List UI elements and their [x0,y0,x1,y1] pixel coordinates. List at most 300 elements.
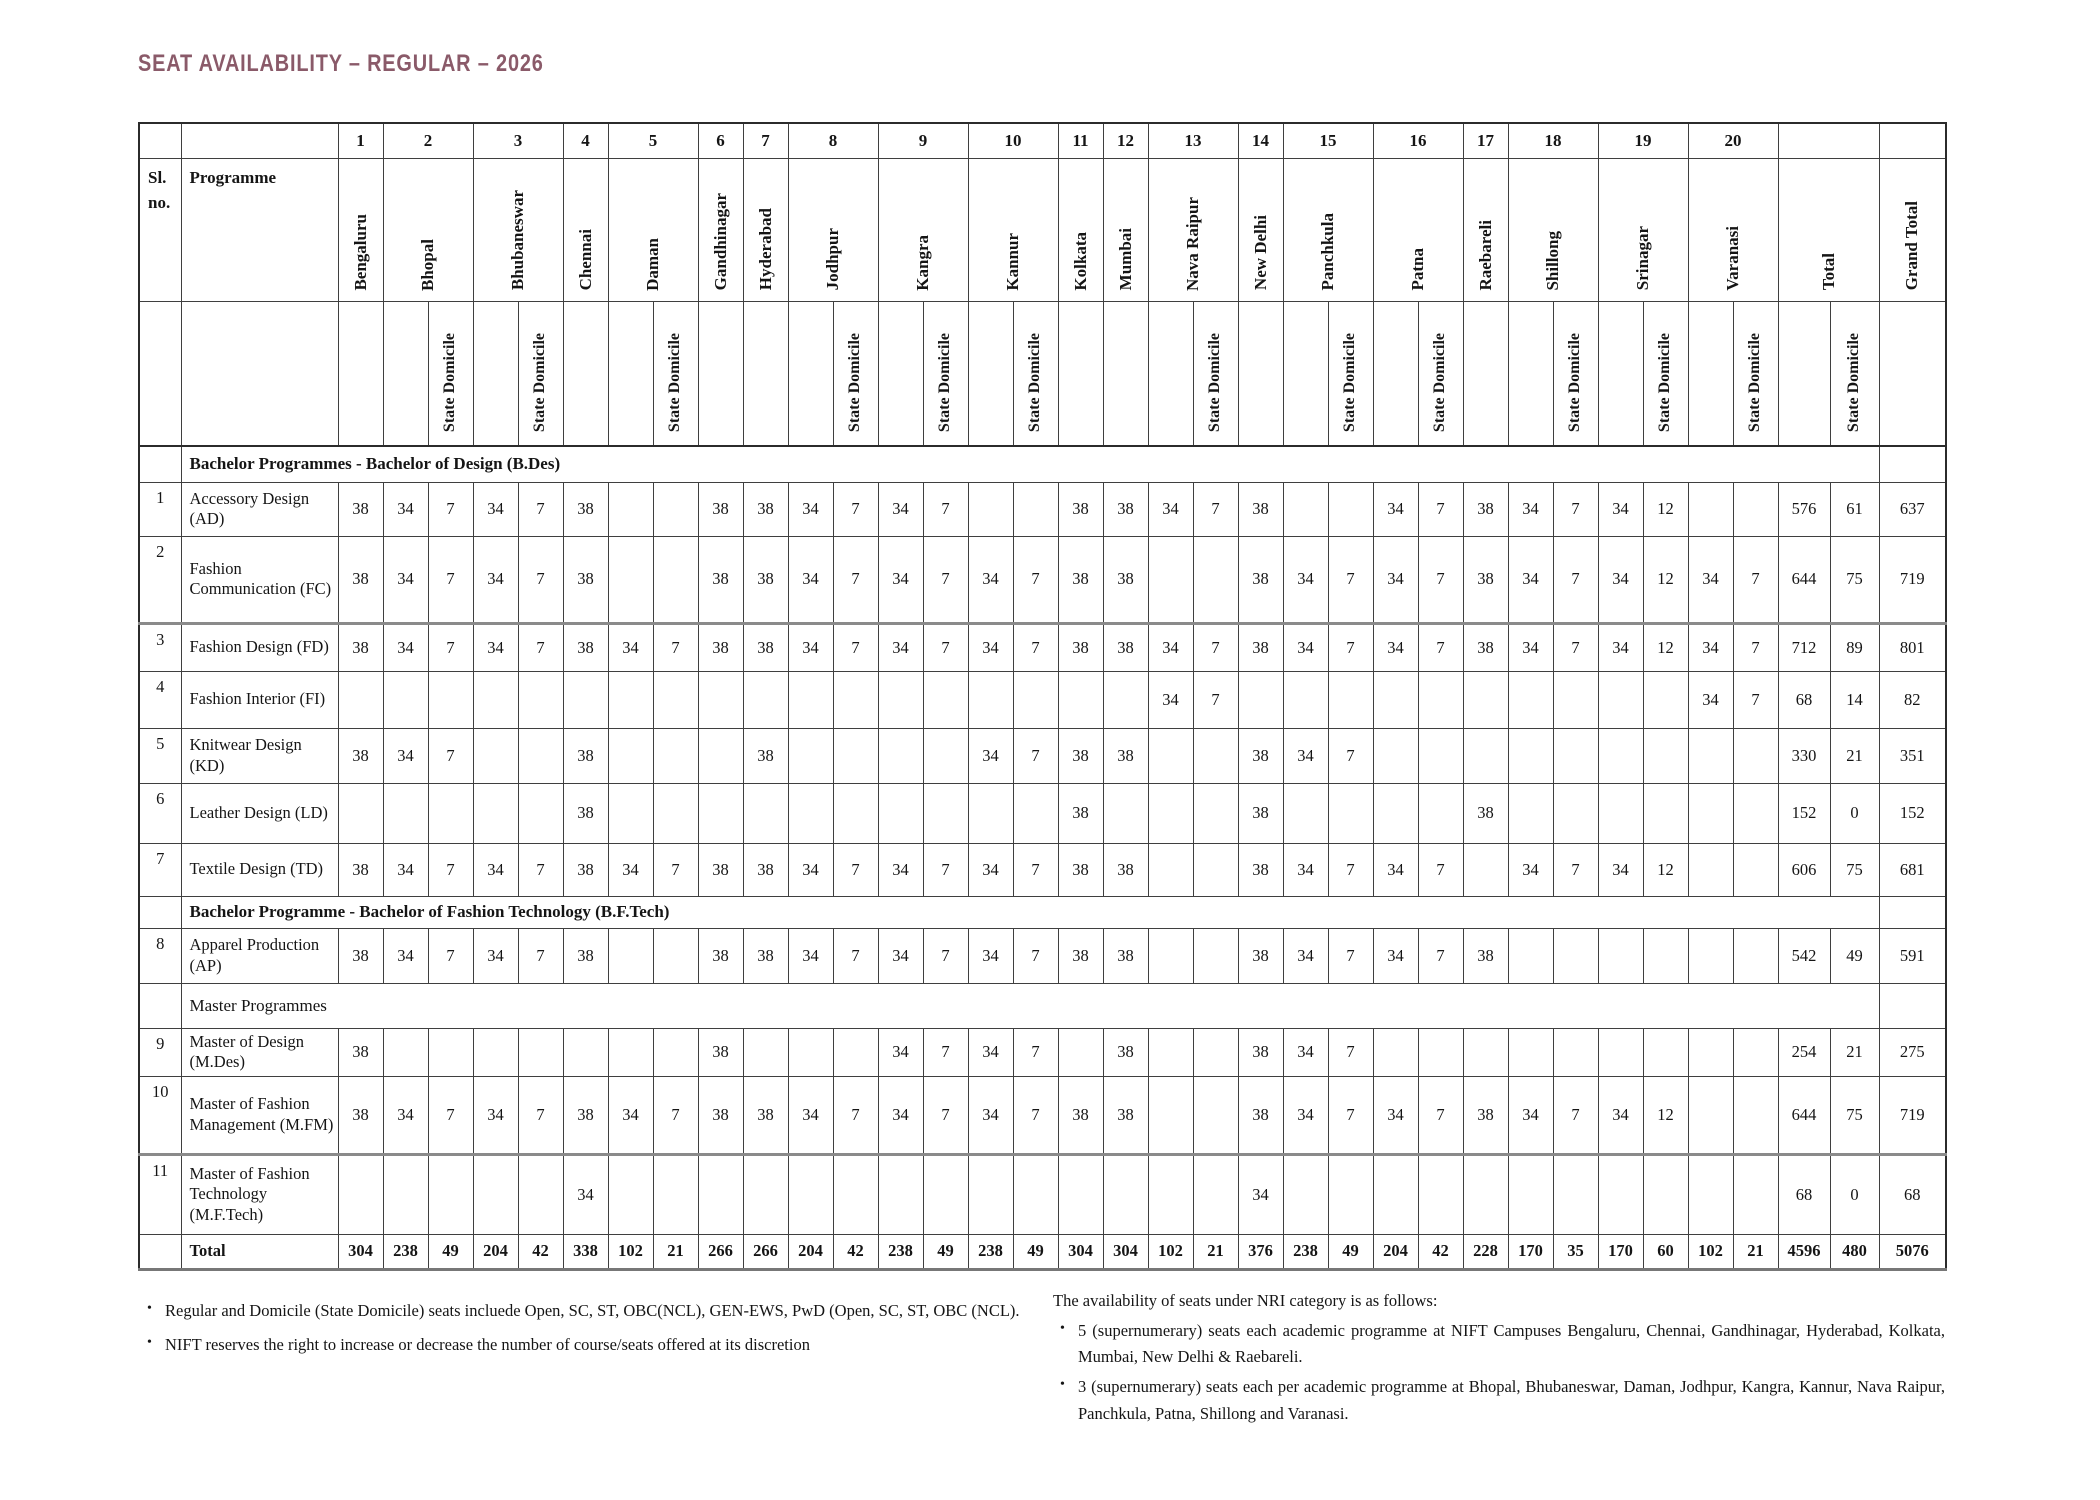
seat-cell-row-5-patna-sd [1418,728,1463,783]
seat-cell-row-1-patna: 34 [1373,482,1418,536]
seat-cell-row-3-nava-raipur-sd: 7 [1193,623,1238,671]
campus-number-jodhpur: 8 [788,123,878,158]
seat-cell-row-6-varanasi [1688,783,1733,843]
total-cell-row-11: 68 [1778,1154,1830,1234]
seat-cell-row-8-hyderabad: 38 [743,928,788,983]
seat-cell-total-kolkata: 304 [1058,1234,1103,1269]
campus-number-bengaluru: 1 [338,123,383,158]
state-domicile-header-nava-raipur [1193,301,1238,446]
seat-cell-row-7-gandhinagar: 38 [698,843,743,896]
seat-cell-row-10-jodhpur-sd: 7 [833,1076,878,1154]
seat-cell-row-5-kannur: 34 [968,728,1013,783]
seat-cell-row-9-kangra-sd: 7 [923,1028,968,1076]
seat-cell-row-11-patna-sd [1418,1154,1463,1234]
seat-cell-row-10-daman: 34 [608,1076,653,1154]
footnotes-right [1053,1288,1945,1431]
campus-name-jodhpur [788,158,878,301]
campus-name-label: Gandhinagar [710,193,730,291]
seat-cell-row-3-gandhinagar: 38 [698,623,743,671]
campus-name-patna [1373,158,1463,301]
seat-cell-row-8-varanasi-sd [1733,928,1778,983]
total-cell-row-6: 152 [1778,783,1830,843]
campus-name-raebareli [1463,158,1508,301]
seats-subcol-gandhinagar [698,301,743,446]
seat-cell-row-3-hyderabad: 38 [743,623,788,671]
seat-cell-total-bengaluru: 304 [338,1234,383,1269]
sl-no-row-7: 7 [139,843,181,896]
seat-cell-row-11-kannur-sd [1013,1154,1058,1234]
seat-cell-row-9-jodhpur [788,1028,833,1076]
seat-cell-total-bhubaneswar-sd: 42 [518,1234,563,1269]
seat-cell-row-3-shillong: 34 [1508,623,1553,671]
seat-cell-row-10-varanasi [1688,1076,1733,1154]
seat-cell-row-10-bhopal: 34 [383,1076,428,1154]
seat-cell-row-1-shillong-sd: 7 [1553,482,1598,536]
campus-name-daman [608,158,698,301]
seat-cell-row-11-jodhpur-sd [833,1154,878,1234]
table-row [139,536,1946,623]
seats-subcol-chennai [563,301,608,446]
seat-cell-row-7-mumbai: 38 [1103,843,1148,896]
total-row-label: Total [181,1234,338,1269]
page-title: SEAT AVAILABILITY – REGULAR – 2026 [138,50,544,77]
seat-cell-total-patna-sd: 42 [1418,1234,1463,1269]
seat-cell-row-11-daman [608,1154,653,1234]
state-domicile-label: State Domicile [1845,332,1863,432]
seat-cell-row-3-nava-raipur: 34 [1148,623,1193,671]
seat-cell-row-4-bhubaneswar-sd [518,671,563,728]
seat-cell-row-7-panchkula: 34 [1283,843,1328,896]
seat-cell-row-2-chennai: 38 [563,536,608,623]
seat-cell-row-11-bhubaneswar [473,1154,518,1234]
sl-no-row-9: 9 [139,1028,181,1076]
corner-empty [181,123,338,158]
campus-name-nava-raipur [1148,158,1238,301]
seat-cell-total-daman-sd: 21 [653,1234,698,1269]
campus-name-label: Bhubaneswar [508,190,528,291]
seat-cell-row-3-bhopal: 34 [383,623,428,671]
seat-cell-row-7-bhubaneswar-sd: 7 [518,843,563,896]
seat-cell-row-5-jodhpur-sd [833,728,878,783]
seat-cell-row-11-hyderabad [743,1154,788,1234]
seat-cell-row-8-new-delhi: 38 [1238,928,1283,983]
seat-cell-row-4-varanasi-sd: 7 [1733,671,1778,728]
seat-cell-row-11-kangra-sd [923,1154,968,1234]
total-header [1778,158,1879,301]
seat-cell-row-9-panchkula: 34 [1283,1028,1328,1076]
seat-cell-row-2-nava-raipur [1148,536,1193,623]
seat-cell-row-6-kannur [968,783,1013,843]
campus-number-mumbai: 12 [1103,123,1148,158]
seat-cell-row-9-kolkata [1058,1028,1103,1076]
seat-cell-row-3-daman-sd: 7 [653,623,698,671]
table-row [139,446,1946,482]
seat-cell-row-8-daman-sd [653,928,698,983]
campus-number-gandhinagar: 6 [698,123,743,158]
programme-label: Fashion Communication (FC) [181,536,338,623]
seat-cell-row-4-panchkula-sd [1328,671,1373,728]
seat-cell-row-5-panchkula: 34 [1283,728,1328,783]
seat-cell-row-11-raebareli [1463,1154,1508,1234]
seat-cell-row-11-shillong-sd [1553,1154,1598,1234]
bullet-icon: • [147,1301,152,1316]
seat-cell-row-6-patna [1373,783,1418,843]
seat-cell-row-5-nava-raipur [1148,728,1193,783]
seat-cell-total-kangra-sd: 49 [923,1234,968,1269]
table-row [139,728,1946,783]
total-cell-row-4: 68 [1778,671,1830,728]
seat-cell-total-daman: 102 [608,1234,653,1269]
grand-total-cell-row-4: 82 [1879,671,1946,728]
campus-number-chennai: 4 [563,123,608,158]
seat-cell-total-hyderabad: 266 [743,1234,788,1269]
seat-cell-row-10-srinagar: 34 [1598,1076,1643,1154]
campus-name-bhubaneswar [473,158,563,301]
seat-cell-row-5-raebareli [1463,728,1508,783]
seat-cell-row-11-bengaluru [338,1154,383,1234]
seat-cell-row-8-varanasi [1688,928,1733,983]
seat-cell-row-8-nava-raipur [1148,928,1193,983]
seat-cell-row-9-srinagar [1598,1028,1643,1076]
seat-cell-row-4-hyderabad [743,671,788,728]
seat-cell-row-8-shillong-sd [1553,928,1598,983]
section-grand-total-empty [1879,983,1946,1028]
seat-cell-row-5-mumbai: 38 [1103,728,1148,783]
seat-cell-row-9-daman [608,1028,653,1076]
seat-cell-row-10-kannur: 34 [968,1076,1013,1154]
seat-cell-row-4-daman [608,671,653,728]
seat-cell-row-7-kolkata: 38 [1058,843,1103,896]
state-domicile-label: State Domicile [1566,332,1584,432]
seat-cell-row-6-mumbai [1103,783,1148,843]
domicile-total-cell-row-2: 75 [1830,536,1879,623]
seat-cell-row-2-bengaluru: 38 [338,536,383,623]
seat-cell-row-7-bengaluru: 38 [338,843,383,896]
seats-subcol-kannur [968,301,1013,446]
seat-cell-row-2-gandhinagar: 38 [698,536,743,623]
seat-cell-row-1-hyderabad: 38 [743,482,788,536]
seat-cell-row-4-jodhpur-sd [833,671,878,728]
seat-cell-total-jodhpur: 204 [788,1234,833,1269]
sl-no-row-4: 4 [139,671,181,728]
seat-cell-row-10-nava-raipur-sd [1193,1076,1238,1154]
seat-cell-row-8-bengaluru: 38 [338,928,383,983]
campus-name-label: Kangra [913,234,933,291]
total-cell-row-2: 644 [1778,536,1830,623]
seat-cell-row-10-patna-sd: 7 [1418,1076,1463,1154]
programme-label: Apparel Production (AP) [181,928,338,983]
seat-cell-row-6-jodhpur-sd [833,783,878,843]
campus-name-label: Mumbai [1115,228,1135,291]
table-row [139,843,1946,896]
seat-cell-row-3-new-delhi: 38 [1238,623,1283,671]
seat-cell-row-5-srinagar [1598,728,1643,783]
seat-cell-row-8-jodhpur-sd: 7 [833,928,878,983]
footnote-text: 3 (supernumerary) seats each per academic programme at Bhopal, Bhubaneswar, Daman, Jodhpur, Kangra, Kannur, Nava Raipur, Panchkula, Patna, Shillong and Varanasi. [1078,1377,1945,1423]
campus-name-srinagar [1598,158,1688,301]
campus-name-bengaluru [338,158,383,301]
seat-cell-row-9-patna-sd [1418,1028,1463,1076]
seat-cell-total-panchkula: 238 [1283,1234,1328,1269]
seat-cell-row-3-patna-sd: 7 [1418,623,1463,671]
seat-cell-row-9-mumbai: 38 [1103,1028,1148,1076]
seat-cell-total-panchkula-sd: 49 [1328,1234,1373,1269]
grand-total-header [1879,158,1946,301]
seat-cell-row-11-bhubaneswar-sd [518,1154,563,1234]
seat-cell-row-2-patna: 34 [1373,536,1418,623]
state-domicile-label: State Domicile [1206,332,1224,432]
seat-cell-row-8-shillong [1508,928,1553,983]
seat-cell-row-6-kangra-sd [923,783,968,843]
seat-cell-row-7-varanasi [1688,843,1733,896]
grand-total-cell-row-8: 591 [1879,928,1946,983]
seat-cell-total-patna: 204 [1373,1234,1418,1269]
state-domicile-header-daman [653,301,698,446]
seat-cell-row-8-patna-sd: 7 [1418,928,1463,983]
campus-name-label: Bhopal [418,238,438,291]
seat-cell-row-6-nava-raipur-sd [1193,783,1238,843]
seat-cell-row-9-jodhpur-sd [833,1028,878,1076]
seats-subcol-bengaluru [338,301,383,446]
seats-subcol-bhopal [383,301,428,446]
seat-cell-row-1-varanasi-sd [1733,482,1778,536]
seat-cell-row-7-hyderabad: 38 [743,843,788,896]
campus-name-label: Jodhpur [823,228,843,291]
seat-cell-row-1-bhubaneswar-sd: 7 [518,482,563,536]
seat-cell-row-8-nava-raipur-sd [1193,928,1238,983]
seat-cell-row-9-bhopal-sd [428,1028,473,1076]
seat-cell-row-6-hyderabad [743,783,788,843]
seat-cell-row-8-srinagar [1598,928,1643,983]
seat-cell-row-11-nava-raipur [1148,1154,1193,1234]
table-row-campus-numbers [139,123,1946,158]
seat-cell-row-10-kolkata: 38 [1058,1076,1103,1154]
seat-cell-row-11-gandhinagar [698,1154,743,1234]
seat-cell-total-varanasi-sd: 21 [1733,1234,1778,1269]
seat-cell-row-7-kangra-sd: 7 [923,843,968,896]
seat-cell-row-9-panchkula-sd: 7 [1328,1028,1373,1076]
seat-cell-total-varanasi: 102 [1688,1234,1733,1269]
seat-cell-total-kannur-sd: 49 [1013,1234,1058,1269]
seat-cell-row-3-jodhpur: 34 [788,623,833,671]
grand-total-cell-row-5: 351 [1879,728,1946,783]
seat-cell-row-6-bhubaneswar [473,783,518,843]
seat-cell-row-11-varanasi-sd [1733,1154,1778,1234]
seat-cell-row-5-jodhpur [788,728,833,783]
section-header: Bachelor Programme - Bachelor of Fashion Technology (B.F.Tech) [181,896,1879,928]
bullet-icon: • [147,1334,152,1350]
seat-cell-row-11-panchkula-sd [1328,1154,1373,1234]
seat-availability-table [138,122,1947,1271]
seat-cell-row-2-daman-sd [653,536,698,623]
seat-cell-row-6-nava-raipur [1148,783,1193,843]
sl-no-row-3: 3 [139,623,181,671]
table-row [139,623,1946,671]
seat-cell-row-10-kannur-sd: 7 [1013,1076,1058,1154]
seat-cell-row-4-kannur-sd [1013,671,1058,728]
seat-cell-row-7-panchkula-sd: 7 [1328,843,1373,896]
seat-cell-row-3-bhopal-sd: 7 [428,623,473,671]
campus-name-label: Daman [643,237,663,291]
domicile-total-cell-row-6: 0 [1830,783,1879,843]
bullet-icon: • [1060,1377,1065,1393]
sl-no-row-11: 11 [139,1154,181,1234]
domicile-total-cell-total: 480 [1830,1234,1879,1269]
seat-cell-row-6-new-delhi: 38 [1238,783,1283,843]
seat-cell-row-1-chennai: 38 [563,482,608,536]
table-row [139,671,1946,728]
seat-cell-row-10-chennai: 38 [563,1076,608,1154]
seats-subcol-shillong [1508,301,1553,446]
seat-cell-row-10-nava-raipur [1148,1076,1193,1154]
campus-name-label: Hyderabad [755,208,775,291]
programme-header: Programme [181,158,338,301]
seat-cell-row-6-srinagar-sd [1643,783,1688,843]
seat-cell-total-kangra: 238 [878,1234,923,1269]
seat-cell-row-9-new-delhi: 38 [1238,1028,1283,1076]
seat-cell-row-11-bhopal [383,1154,428,1234]
seat-cell-row-11-srinagar-sd [1643,1154,1688,1234]
seat-cell-total-chennai: 338 [563,1234,608,1269]
seat-cell-row-7-nava-raipur [1148,843,1193,896]
seat-cell-row-6-varanasi-sd [1733,783,1778,843]
grand-total-cell-row-3: 801 [1879,623,1946,671]
campus-name-kangra [878,158,968,301]
seat-cell-row-7-varanasi-sd [1733,843,1778,896]
seat-cell-row-2-kannur: 34 [968,536,1013,623]
sl-no-row-2: 2 [139,536,181,623]
section-header: Bachelor Programmes - Bachelor of Design (B.Des) [181,446,1879,482]
seat-cell-row-3-bengaluru: 38 [338,623,383,671]
campus-number-varanasi: 20 [1688,123,1778,158]
campus-number-bhubaneswar: 3 [473,123,563,158]
seat-cell-row-3-varanasi: 34 [1688,623,1733,671]
seat-cell-row-1-raebareli: 38 [1463,482,1508,536]
seat-cell-row-8-bhopal-sd: 7 [428,928,473,983]
seat-cell-total-gandhinagar: 266 [698,1234,743,1269]
seat-cell-row-2-raebareli: 38 [1463,536,1508,623]
seat-cell-row-3-bhubaneswar: 34 [473,623,518,671]
bullet-icon: • [1060,1320,1065,1336]
seat-cell-row-7-bhopal: 34 [383,843,428,896]
seat-cell-row-1-mumbai: 38 [1103,482,1148,536]
seat-cell-row-5-varanasi-sd [1733,728,1778,783]
programme-label: Fashion Design (FD) [181,623,338,671]
total-cell-row-5: 330 [1778,728,1830,783]
campus-name-label: Chennai [575,229,595,291]
sl-no-row-10: 10 [139,1076,181,1154]
seat-cell-row-5-nava-raipur-sd [1193,728,1238,783]
seat-cell-row-2-varanasi-sd: 7 [1733,536,1778,623]
seat-cell-row-8-raebareli: 38 [1463,928,1508,983]
total-subcol [1778,301,1830,446]
seat-cell-row-1-kangra: 34 [878,482,923,536]
seat-cell-row-2-patna-sd: 7 [1418,536,1463,623]
seat-cell-row-7-srinagar-sd: 12 [1643,843,1688,896]
seat-cell-row-10-patna: 34 [1373,1076,1418,1154]
seat-cell-row-4-new-delhi [1238,671,1283,728]
table-row [139,1154,1946,1234]
sl-no-total [139,1234,181,1269]
campus-number-panchkula: 15 [1283,123,1373,158]
seat-cell-row-10-new-delhi: 38 [1238,1076,1283,1154]
seat-cell-row-5-chennai: 38 [563,728,608,783]
seats-subcol-jodhpur [788,301,833,446]
domicile-total-cell-row-11: 0 [1830,1154,1879,1234]
seats-subcol-kolkata [1058,301,1103,446]
seat-cell-row-4-shillong [1508,671,1553,728]
seat-cell-row-6-bhubaneswar-sd [518,783,563,843]
seat-cell-row-2-daman [608,536,653,623]
seat-cell-row-4-bengaluru [338,671,383,728]
seat-cell-row-4-patna [1373,671,1418,728]
seat-cell-row-8-bhopal: 34 [383,928,428,983]
seat-cell-row-4-gandhinagar [698,671,743,728]
seat-cell-row-1-kangra-sd: 7 [923,482,968,536]
seat-cell-row-4-kolkata [1058,671,1103,728]
seat-cell-row-10-bhubaneswar-sd: 7 [518,1076,563,1154]
seat-cell-row-2-kolkata: 38 [1058,536,1103,623]
domicile-total-cell-row-1: 61 [1830,482,1879,536]
seat-cell-row-6-kannur-sd [1013,783,1058,843]
seat-cell-row-11-chennai: 34 [563,1154,608,1234]
seat-cell-total-jodhpur-sd: 42 [833,1234,878,1269]
domicile-total-cell-row-4: 14 [1830,671,1879,728]
seat-cell-row-3-srinagar: 34 [1598,623,1643,671]
seat-cell-row-4-kangra-sd [923,671,968,728]
programme-label: Master of Fashion Management (M.FM) [181,1076,338,1154]
seat-cell-row-11-kangra [878,1154,923,1234]
seat-cell-row-6-daman-sd [653,783,698,843]
section-header: Master Programmes [181,983,1879,1028]
seat-cell-row-7-kannur: 34 [968,843,1013,896]
campus-name-label: Panchkula [1318,213,1338,291]
total-cell-row-9: 254 [1778,1028,1830,1076]
seat-cell-row-4-kangra [878,671,923,728]
seat-cell-row-2-bhopal-sd: 7 [428,536,473,623]
seat-cell-row-11-varanasi [1688,1154,1733,1234]
seat-cell-row-7-patna: 34 [1373,843,1418,896]
seats-subcol-varanasi [1688,301,1733,446]
seat-cell-row-1-bhubaneswar: 34 [473,482,518,536]
sl-no-row-6: 6 [139,783,181,843]
seat-cell-row-6-panchkula [1283,783,1328,843]
seat-cell-row-8-bhubaneswar-sd: 7 [518,928,563,983]
seat-cell-row-3-shillong-sd: 7 [1553,623,1598,671]
campus-name-label: Kannur [1003,232,1023,291]
seat-cell-row-3-kangra-sd: 7 [923,623,968,671]
seat-cell-row-1-jodhpur-sd: 7 [833,482,878,536]
seat-cell-row-4-kannur [968,671,1013,728]
seat-cell-row-1-bengaluru: 38 [338,482,383,536]
campus-name-kolkata [1058,158,1103,301]
state-domicile-header-varanasi [1733,301,1778,446]
seat-cell-row-5-kangra-sd [923,728,968,783]
seat-cell-row-1-kannur-sd [1013,482,1058,536]
seat-cell-row-5-varanasi [1688,728,1733,783]
seat-cell-row-8-panchkula: 34 [1283,928,1328,983]
campus-name-shillong [1508,158,1598,301]
state-domicile-label: State Domicile [846,332,864,432]
seats-subcol-kangra [878,301,923,446]
seat-cell-row-9-bengaluru: 38 [338,1028,383,1076]
seat-cell-row-11-panchkula [1283,1154,1328,1234]
sl-no-subcell [139,301,181,446]
seats-subcol-bhubaneswar [473,301,518,446]
campus-name-mumbai [1103,158,1148,301]
campus-name-new-delhi [1238,158,1283,301]
seat-cell-row-9-bhubaneswar-sd [518,1028,563,1076]
